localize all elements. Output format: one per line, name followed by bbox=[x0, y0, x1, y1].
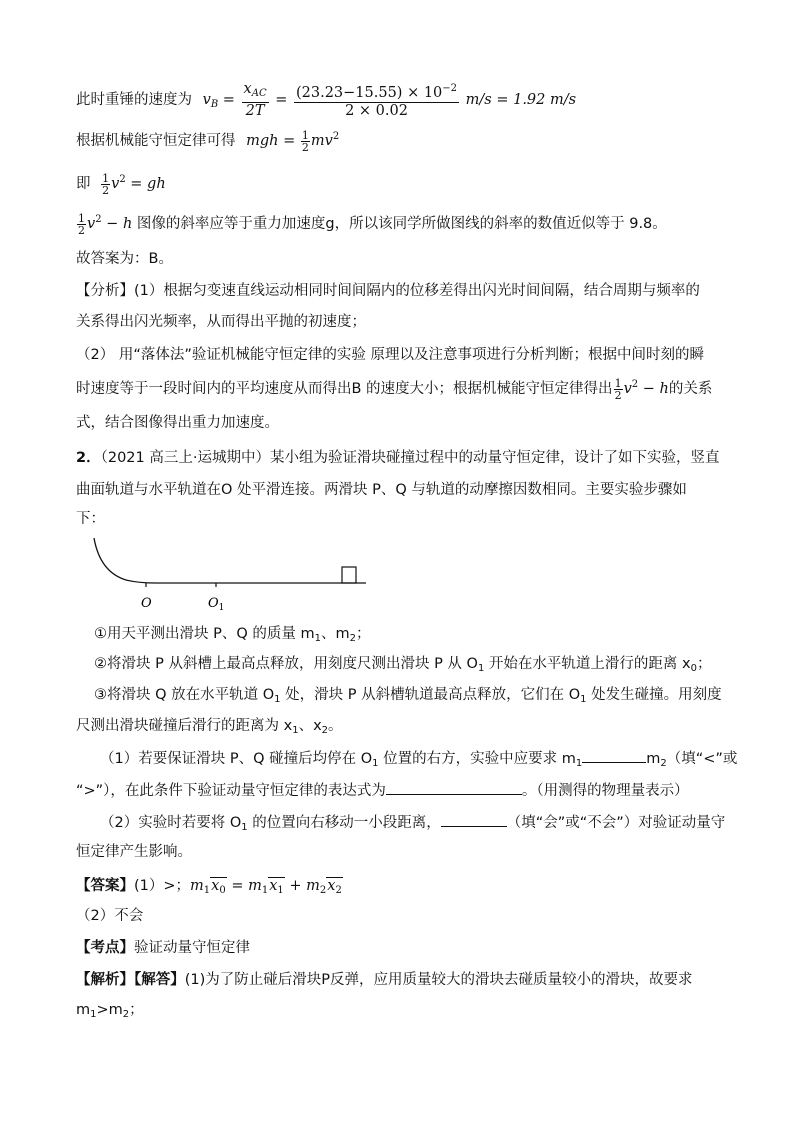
velocity-formula-line bbox=[76, 80, 576, 120]
expl-m1: m bbox=[76, 1002, 91, 1018]
2t-denominator: 2T bbox=[245, 102, 265, 119]
v-symbol: v bbox=[111, 176, 120, 192]
answer-b-line: 故答案为：B。 bbox=[76, 251, 173, 267]
subq-1-sub-1: 1 bbox=[372, 758, 379, 769]
answer-m1b-sub: 1 bbox=[261, 885, 269, 896]
vb-subscript: B bbox=[210, 99, 219, 110]
half-denominator-2: 2 bbox=[102, 183, 110, 197]
slider-block bbox=[342, 567, 356, 583]
velocity-prefix: 此时重锤的速度为 bbox=[76, 92, 192, 108]
question-2-line-1 bbox=[76, 448, 719, 468]
numeric-numerator: (23.23−15.55) × 10 bbox=[295, 85, 443, 101]
gh-expression: = gh bbox=[125, 176, 166, 192]
subq-2-end: （填“会”或“不会”）对验证动量守 bbox=[506, 815, 726, 831]
answer-blank-2[interactable] bbox=[386, 780, 522, 795]
step-3-line-2 bbox=[76, 716, 343, 741]
step-1-line bbox=[94, 624, 370, 649]
question-2-line-3: 下： bbox=[76, 511, 105, 527]
step-1-mid: 、m bbox=[320, 626, 350, 642]
step-3b-end: 。 bbox=[328, 718, 343, 734]
v-exponent-2: 2 bbox=[95, 214, 102, 225]
step-3b-sub-1: 1 bbox=[292, 725, 299, 736]
analysis-line-2: 关系得出闪光频率，从而得出平抛的初速度； bbox=[76, 314, 366, 330]
label-o1-main: O bbox=[208, 596, 219, 611]
step-2-sub-1: 1 bbox=[477, 663, 485, 674]
step-3b-text: 尺测出滑块碰撞后滑行的距离为 x bbox=[76, 718, 293, 734]
knowledge-text: 验证动量守恒定律 bbox=[134, 940, 250, 956]
answer-line-2: （2）不会 bbox=[76, 908, 144, 924]
slope-conclusion-line bbox=[76, 210, 667, 236]
answer-text: (1）>； bbox=[134, 878, 191, 894]
energy-conservation-line bbox=[76, 127, 339, 153]
mv-exponent: 2 bbox=[332, 131, 340, 142]
half-numerator: 1 bbox=[301, 128, 309, 142]
answer-m2: m bbox=[306, 878, 320, 894]
subq-1-mid: 位置的右方，实验中应要求 m bbox=[378, 751, 576, 767]
analysis-line-4 bbox=[76, 375, 712, 401]
answer-line-1 bbox=[76, 876, 343, 901]
expl-gt: > bbox=[96, 1002, 109, 1018]
answer-x1-sub: 1 bbox=[277, 885, 284, 896]
explanation-line-2 bbox=[76, 1000, 144, 1025]
answer-x2: x bbox=[327, 878, 336, 894]
question-2-line-2: 曲面轨道与水平轨道在O 处平滑连接。两滑块 P、Q 与轨道的动摩擦因数相同。主要实验步骤如 bbox=[76, 482, 687, 498]
analysis-line-4-tail: 的关系 bbox=[668, 381, 713, 397]
minus-h: − h bbox=[101, 216, 133, 232]
subq-1-sub-2: 1 bbox=[575, 758, 583, 769]
subquestion-1-line-1 bbox=[100, 748, 737, 774]
half-fraction bbox=[301, 130, 310, 153]
answer-blank-1[interactable] bbox=[582, 748, 646, 763]
answer-x0-sub: 0 bbox=[219, 885, 226, 896]
subq-2-sub: 1 bbox=[241, 822, 248, 833]
answer-plus: + bbox=[284, 878, 307, 894]
numeric-denominator: 2 × 0.02 bbox=[345, 103, 408, 119]
v-symbol-3: v bbox=[623, 381, 632, 397]
label-o1-sub: 1 bbox=[218, 603, 225, 612]
subq-1-m2: m bbox=[646, 751, 661, 767]
solution-tag: 【解答】 bbox=[134, 972, 185, 988]
label-o1 bbox=[208, 596, 224, 612]
step-1-end: ； bbox=[355, 626, 371, 642]
answer-m1b: m bbox=[248, 878, 262, 894]
xac-subscript: AC bbox=[251, 87, 267, 99]
answer-x2-sub: 2 bbox=[335, 885, 342, 896]
numeric-fraction bbox=[294, 80, 459, 120]
knowledge-tag: 【考点】 bbox=[76, 940, 134, 956]
half-fraction-2 bbox=[101, 173, 110, 196]
subq-1b-pre: “>”），在此条件下验证动量守恒定律的表达式为 bbox=[76, 783, 386, 799]
knowledge-point-line bbox=[76, 938, 250, 958]
half-numerator-4: 1 bbox=[614, 376, 622, 390]
step-3b-mid: 、x bbox=[298, 718, 322, 734]
question-2-text-1: 某小组为验证滑块碰撞过程中的动量守恒定律，设计了如下实验，竖直 bbox=[269, 450, 720, 466]
subq-1-text: （1）若要保证滑块 P、Q 碰撞后均停在 O bbox=[100, 751, 373, 767]
ji-prefix: 即 bbox=[76, 176, 91, 192]
half-fraction-4 bbox=[614, 378, 623, 401]
step-3-end: 处发生碰撞。用刻度 bbox=[586, 687, 722, 703]
energy-prefix: 根据机械能守恒定律可得 bbox=[76, 133, 236, 149]
step-3-sub-2: 1 bbox=[580, 694, 587, 705]
step-2-mid: 开始在水平轨道上滑行的距离 x bbox=[484, 656, 691, 672]
vb-symbol: v bbox=[202, 92, 211, 108]
step-2-sub-2: 0 bbox=[690, 663, 698, 674]
half-numerator-3: 1 bbox=[78, 211, 85, 225]
half-v2-equals-gh-line bbox=[76, 170, 166, 196]
subq-1-end: （填“<”或 bbox=[666, 751, 738, 767]
step-1-sub-2: 2 bbox=[349, 633, 356, 644]
exponent: −2 bbox=[442, 83, 458, 94]
step-3-line-1 bbox=[94, 685, 722, 710]
v-symbol-2: v bbox=[87, 216, 96, 232]
step-2-line bbox=[94, 654, 712, 679]
step-3-sub-1: 1 bbox=[274, 694, 281, 705]
analysis-line-5: 式，结合图像得出重力加速度。 bbox=[76, 415, 279, 431]
explanation-line-1 bbox=[76, 970, 693, 990]
expl-m1-sub: 1 bbox=[90, 1009, 97, 1020]
explanation-text: (1)为了防止碰后滑块P反弹，应用质量较大的滑块去碰质量较小的滑块，故要求 bbox=[184, 972, 693, 988]
equals-sign-2: = bbox=[275, 92, 288, 108]
mgh-expression: mgh = bbox=[246, 133, 296, 149]
answer-eq: = bbox=[226, 878, 249, 894]
answer-m1: m bbox=[190, 878, 204, 894]
expl-m2: m bbox=[108, 1002, 123, 1018]
subquestion-1-line-2 bbox=[76, 780, 689, 801]
analysis-line-4-text: 时速度等于一段时间内的平均速度从而得出B 的速度大小；根据机械能守恒定律得出 bbox=[76, 381, 613, 397]
subq-1-sub-3: 2 bbox=[660, 758, 667, 769]
analysis-line-3: （2） 用“落体法”验证机械能守恒定律的实验 原理以及注意事项进行分析判断；根据中间时刻的瞬 bbox=[76, 347, 704, 363]
xac-over-2t-fraction bbox=[242, 81, 269, 120]
half-denominator-3: 2 bbox=[78, 223, 85, 237]
analysis-line-1: 【分析】(1）根据匀变速直线运动相同时间间隔内的位移差得出闪光时间间隔，结合周期与频率的 bbox=[76, 283, 700, 299]
answer-blank-3[interactable] bbox=[441, 812, 507, 827]
half-numerator-2: 1 bbox=[102, 171, 110, 185]
expl-m2-sub: 2 bbox=[122, 1009, 130, 1020]
answer-tag: 【答案】 bbox=[76, 878, 134, 894]
half-denominator-4: 2 bbox=[614, 388, 622, 402]
step-1-text: ①用天平测出滑块 P、Q 的质量 m bbox=[94, 626, 315, 642]
step-3-mid: 处，滑块 P 从斜槽轨道最高点释放，它们在 O bbox=[280, 687, 581, 703]
track-diagram bbox=[86, 530, 376, 612]
step-1-sub-1: 1 bbox=[314, 633, 321, 644]
mv-expression: mv bbox=[310, 133, 333, 149]
expl-end: ； bbox=[129, 1002, 144, 1018]
answer-x0: x bbox=[211, 878, 220, 894]
subq-2-mid: 的位置向右移动一小段距离， bbox=[247, 815, 441, 831]
step-3-text: ③将滑块 Q 放在水平轨道 O bbox=[94, 687, 275, 703]
minus-h-2: − h bbox=[638, 381, 669, 397]
subq-1b-end: 。（用测得的物理量表示） bbox=[521, 783, 689, 799]
subquestion-2-line-1 bbox=[100, 812, 725, 838]
velocity-unit: m/s bbox=[550, 92, 577, 108]
half-denominator: 2 bbox=[301, 140, 309, 154]
answer-x1: x bbox=[269, 878, 278, 894]
slope-text: 图像的斜率应等于重力加速度g，所以该同学所做图线的斜率的数值近似等于 9.8。 bbox=[132, 216, 667, 232]
subquestion-2-line-2: 恒定律产生影响。 bbox=[76, 844, 192, 860]
question-number: 2． bbox=[76, 450, 101, 466]
half-fraction-3 bbox=[77, 213, 86, 236]
explanation-tag: 【解析】 bbox=[76, 972, 134, 988]
step-2-text: ②将滑块 P 从斜槽上最高点释放，用刻度尺测出滑块 P 从 O bbox=[94, 656, 478, 672]
answer-m1-sub: 1 bbox=[203, 885, 211, 896]
answer-m2-sub: 2 bbox=[319, 885, 327, 896]
step-3b-sub-2: 2 bbox=[321, 725, 329, 736]
velocity-result: m/s = 1.92 bbox=[465, 92, 546, 108]
subq-2-pre: （2）实验时若要将 O bbox=[100, 815, 242, 831]
equals-sign: = bbox=[222, 92, 235, 108]
step-2-end: ； bbox=[697, 656, 712, 672]
xac-symbol: x bbox=[243, 80, 252, 97]
track-curve bbox=[94, 538, 366, 583]
label-o: O bbox=[141, 596, 152, 611]
v-exponent: 2 bbox=[119, 174, 126, 185]
question-source: （2021 高三上·运城期中） bbox=[100, 450, 270, 466]
v-exponent-3: 2 bbox=[631, 379, 639, 390]
